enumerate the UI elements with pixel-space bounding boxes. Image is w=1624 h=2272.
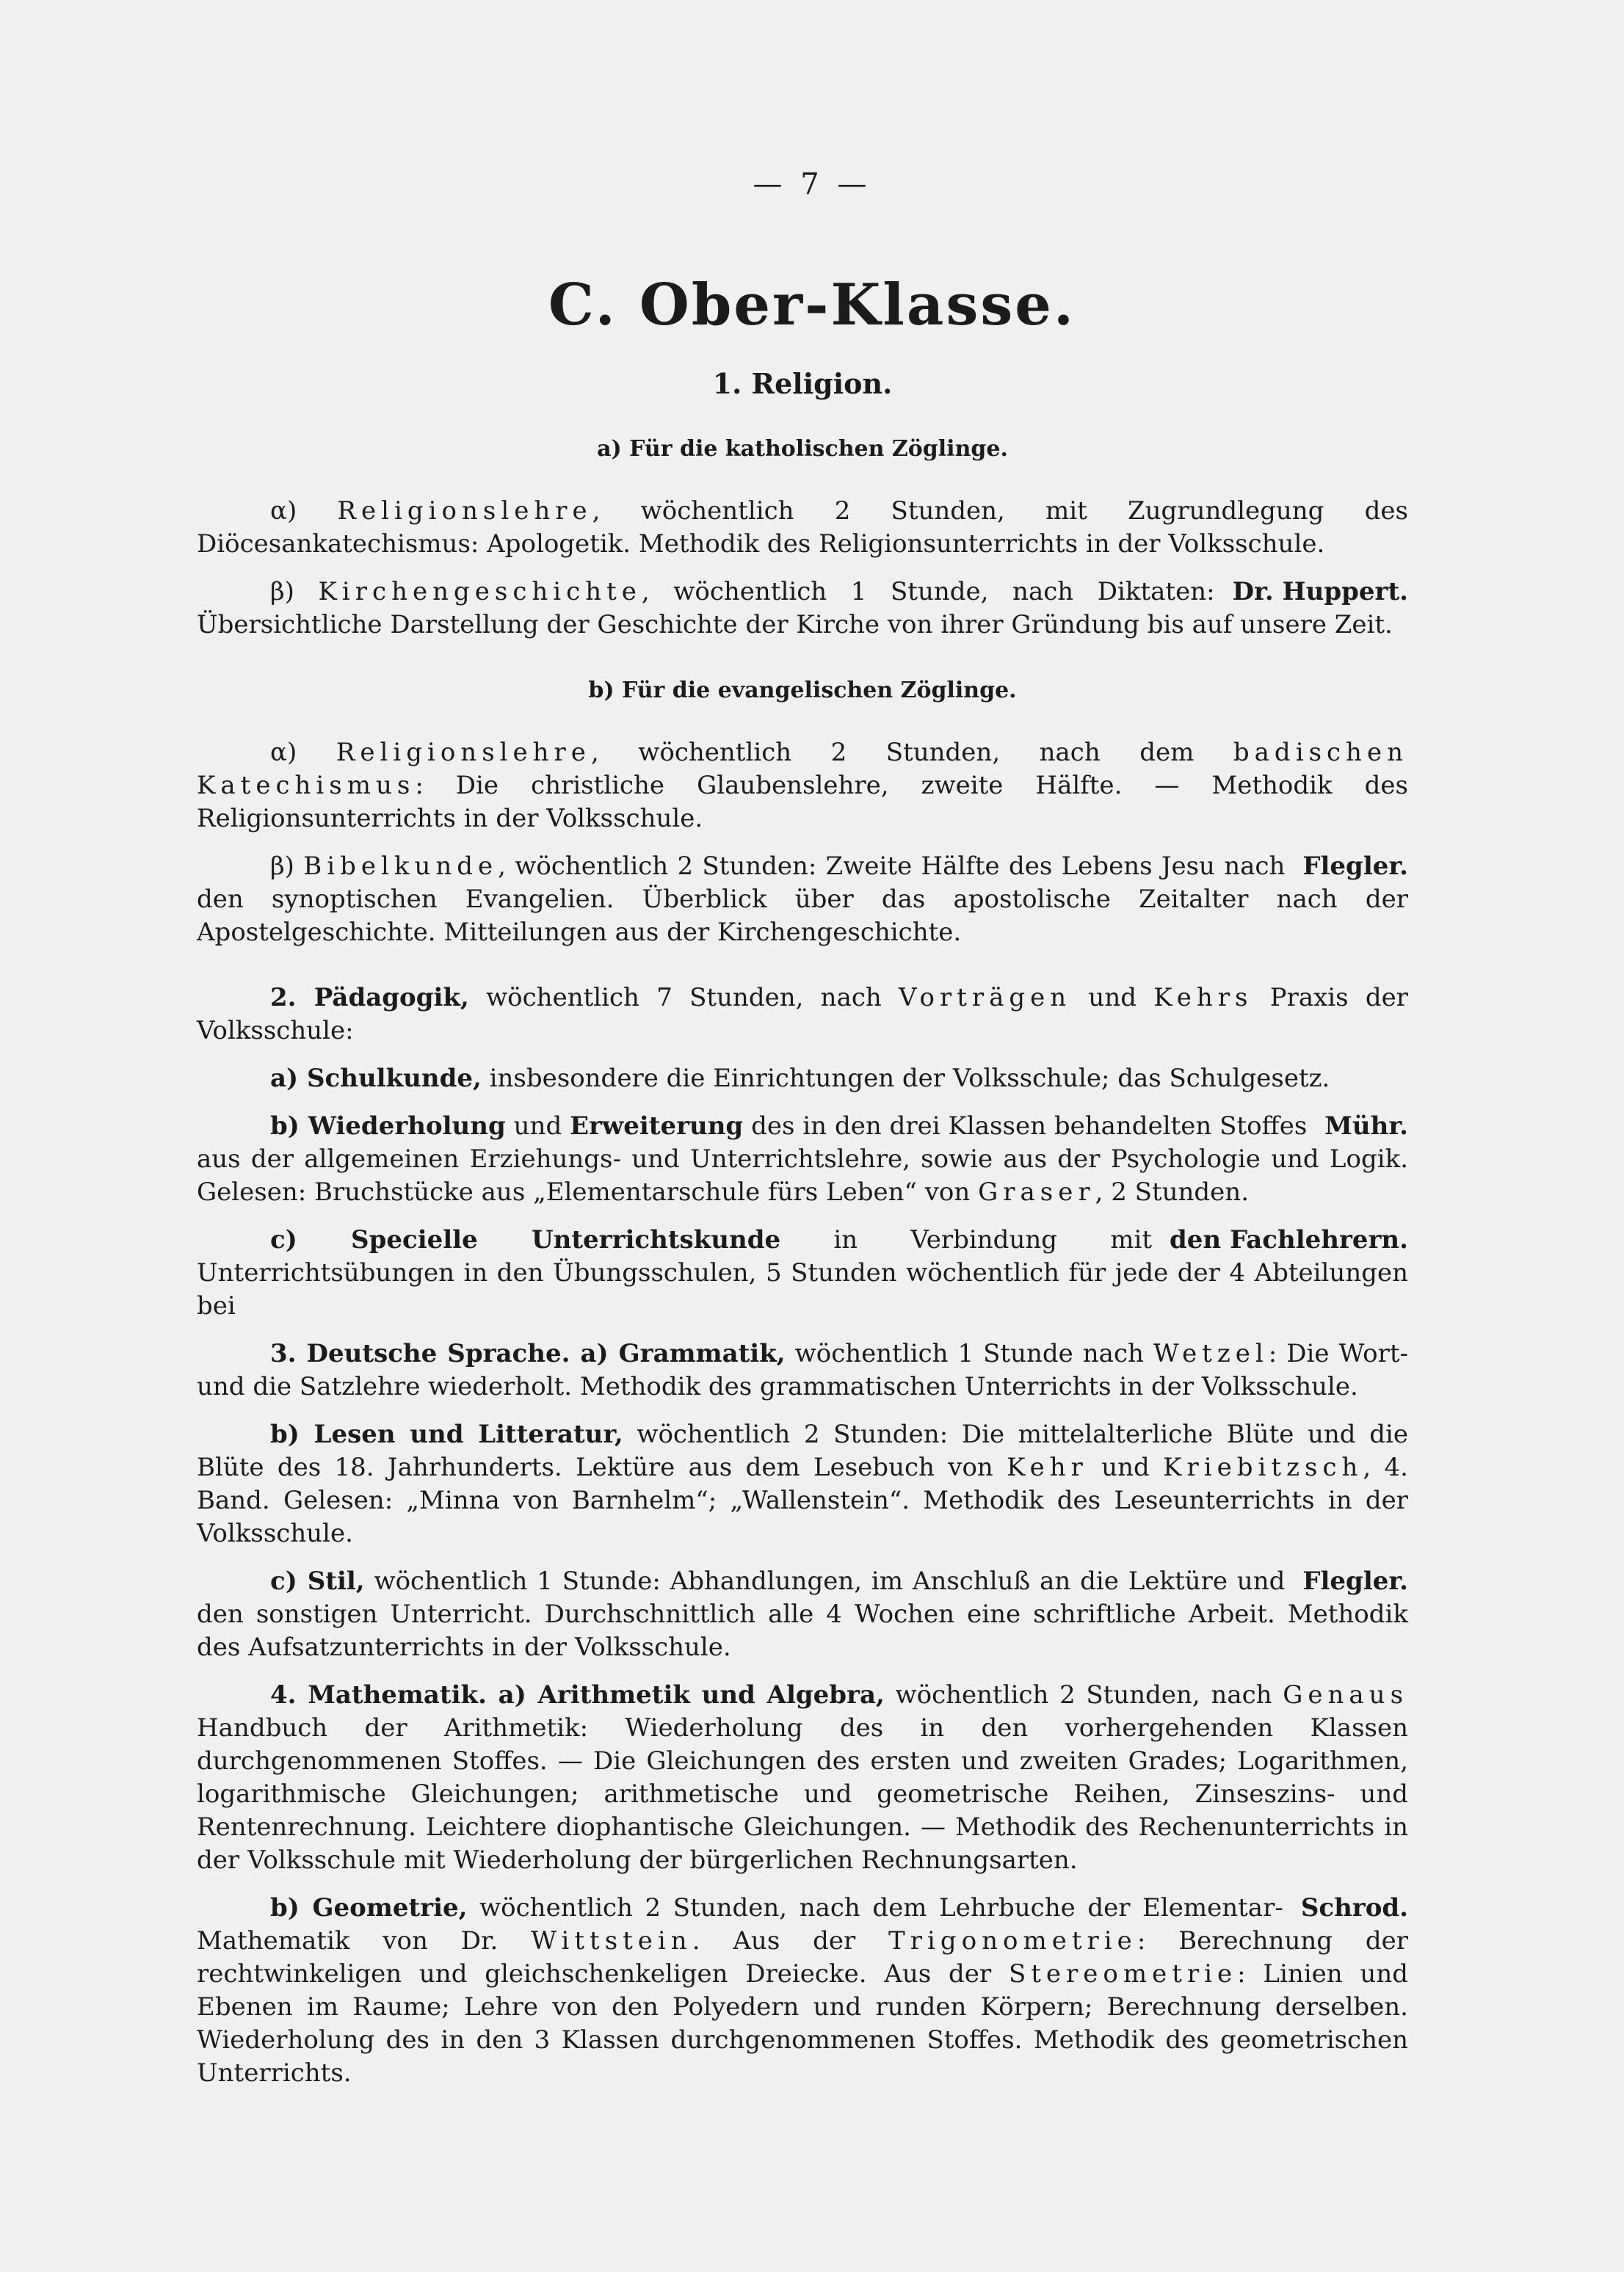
paragraph-schulkunde: a) Schulkunde, insbesondere die Einrichtungen der Volksschule; das Schulgesetz. <box>270 1064 1330 1093</box>
section-heading-mathematik: 4. Mathematik. <box>270 1680 487 1710</box>
paragraph-geometrie: Schrod. b) Geometrie, wöchentlich 2 Stunden, nach dem Lehrbuche der Elementar-Mathematik von Dr. Wittstein. Aus der Trigonometrie: Berechnung der rechtwinkeligen und gleichschenkeligen Dreiecke. Aus der Stereometrie: Linien und Ebenen im Raume; Lehre von den Polyedern und runden Körpern; Berechnung derselben. Wiederholung des in den 3 Klassen durchgenommenen Stoffes. Methodik des geometrischen Unterrichts. <box>197 1893 1408 2088</box>
teacher-signature: den Fachlehrern. <box>1170 1225 1408 1255</box>
teacher-signature: Schrod. <box>1300 1893 1408 1923</box>
paragraph-paedagogik-intro: 2. Pädagogik, wöchentlich 7 Stunden, nach Vorträgen und Kehrs Praxis der Volksschule: <box>197 983 1409 1045</box>
teacher-signature: Flegler. <box>1302 852 1408 881</box>
paragraph-unterrichtskunde: den Fachlehrern. c) Specielle Unterrichtskunde in Verbindung mit Unterrichtsübungen in den Übungsschulen, 5 Stunden wöchentlich für jede der 4 Abteilungen bei <box>197 1225 1408 1321</box>
paragraph-grammatik: 3. Deutsche Sprache. a) Grammatik, wöchentlich 1 Stunde nach Wetzel: Die Wort- und die Satzlehre wiederholt. Methodik des grammatischen Unterrichts in der Volksschule. <box>197 1339 1408 1401</box>
teacher-signature: Dr. Huppert. <box>1232 577 1408 606</box>
paragraph-lesen-litteratur: b) Lesen und Litteratur, wöchentlich 2 Stunden: Die mittelalterliche Blüte und die Blüte des 18. Jahrhunderts. Lektüre aus dem Lesebuch von Kehr und Kriebitzsch, 4. Band. Gelesen: „Minna von Barnhelm“; „Wallenstein“. Methodik des Leseunterrichts in der Volksschule. <box>197 1420 1408 1548</box>
paragraph-arithmetik: 4. Mathematik. a) Arithmetik und Algebra, wöchentlich 2 Stunden, nach Genaus Handbuch der Arithmetik: Wiederholung des in den vorhergehenden Klassen durchgenommenen Stoffes. — Die Gleichungen des ersten und zweiten Grades; Logarithmen, logarithmische Gleichungen; arithmetische und geometrische Reihen, Zinseszins- und Rentenrechnung. Leichtere diophantische Gleichungen. — Methodik des Rechenunterrichts in der Volksschule mit Wiederholung der bürgerlichen Rechnungsarten. <box>197 1680 1409 1875</box>
section-heading-religion: 1. Religion. <box>712 367 893 400</box>
page-number: — 7 — <box>753 167 871 201</box>
section-heading-paedagogik: 2. Pädagogik, <box>270 983 469 1012</box>
paragraph-protestant-bibelkunde: Flegler. β) Bibelkunde, wöchentlich 2 Stunden: Zweite Hälfte des Lebens Jesu nach den synoptischen Evangelien. Überblick über das apostolische Zeitalter nach der Apostelgeschichte. Mitteilungen aus der Kirchengeschichte. <box>197 852 1408 947</box>
paragraph-wiederholung: Mühr. b) Wiederholung und Erweiterung des in den drei Klassen behandelten Stoffes aus der allgemeinen Erziehungs- und Unterrichtslehre, sowie aus der Psychologie und Logik. Gelesen: Bruchstücke aus „Elementarschule fürs Leben“ von Graser, 2 Stunden. <box>197 1111 1408 1207</box>
subheading-protestant: b) Für die evangelischen Zöglinge. <box>588 678 1017 703</box>
paragraph-protestant-religionslehre: α) Religionslehre, wöchentlich 2 Stunden, nach dem badischen Katechismus: Die christliche Glaubenslehre, zweite Hälfte. — Methodik des Religionsunterrichts in der Volksschule. <box>197 738 1408 833</box>
document-body <box>197 367 1408 2105</box>
paragraph-catholic-kirchengeschichte: Dr. Huppert. β) Kirchengeschichte, wöchentlich 1 Stunde, nach Diktaten: Übersichtliche Darstellung der Geschichte der Kirche von ihrer Gründung bis auf unsere Zeit. <box>197 577 1408 639</box>
subheading-catholic: a) Für die katholischen Zöglinge. <box>597 436 1008 462</box>
page-title: C. Ober-Klasse. <box>548 272 1076 338</box>
paragraph-stil: Flegler. c) Stil, wöchentlich 1 Stunde: Abhandlungen, im Anschluß an die Lektüre und den sonstigen Unterricht. Durchschnittlich alle 4 Wochen eine schriftliche Arbeit. Methodik des Aufsatzunterrichts in der Volksschule. <box>197 1567 1408 1662</box>
paragraph-catholic-religionslehre: α) Religionslehre, wöchentlich 2 Stunden, mit Zugrundlegung des Diöcesankatechismus: Apologetik. Methodik des Religionsunterrichts in der Volksschule. <box>197 496 1408 559</box>
teacher-signature: Mühr. <box>1324 1111 1408 1141</box>
section-heading-deutsch: 3. Deutsche Sprache. <box>270 1339 570 1368</box>
teacher-signature: Flegler. <box>1302 1567 1408 1596</box>
